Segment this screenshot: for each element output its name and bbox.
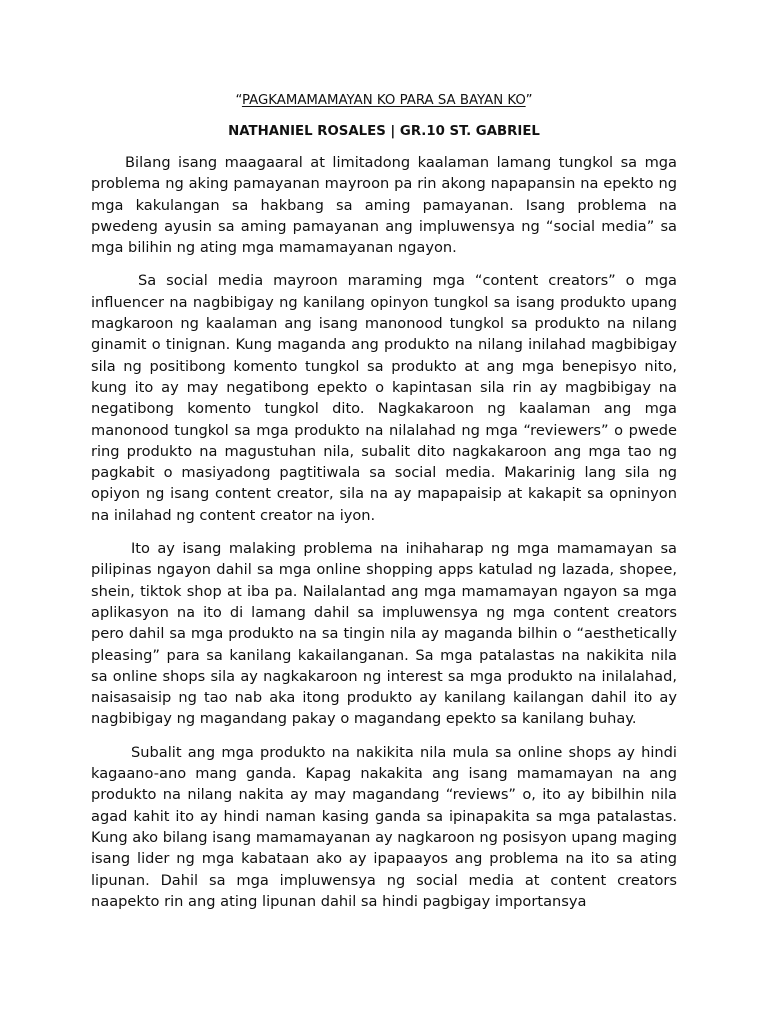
author-line: NATHANIEL ROSALES | GR.10 ST. GABRIEL [228,124,540,139]
title-open-quote: “ [235,93,242,108]
document-page [91,92,677,924]
paragraph-2: Sa social media mayroon maraming mga “content creators” o mga influencer na nagbibigay ng kanilang opinyon tungkol sa isang produkto upang magkaroon ng kaalaman ang isang manonood tungkol sa produkto na nilang ginamit o tinignan. Kung maganda ang produkto na nilang inilahad magbibigay sila ng positibong komento tungkol sa produkto at ang mga benepisyo nito, kung ito ay may negatibong epekto o kapintasan sila rin ay magbibigay na negatibong komento tungkol dito. Nagkakaroon ng kaalaman ang mga manonood tungkol sa mga produkto na nilalahad ng mga “reviewers” o pwede ring produkto na magustuhan nila, subalit dito nagkakaroon ang mga tao ng pagkabit o masiyadong pagtitiwala sa social media. Makarinig lang sila ng opiyon ng isang content creator, sila na ay mapapaisip at kakapit sa opninyon na inilahad ng content creator na iyon. [91,272,677,524]
paragraph-4: Subalit ang mga produkto na nakikita nila mula sa online shops ay hindi kagaano-ano mang ganda. Kapag nakakita ang isang mamamayan na ang produkto na nilang nakita ay may magandang “reviews” o, ito ay bibilhin nila agad kahit ito ay hindi naman kasing ganda sa ipinapakita sa mga patalastas. Kung ako bilang isang mamamayanan ay nagkaroon ng posisyon upang maging isang lider ng mga kabataan ako ay ipapaayos ang problema na ito sa ating lipunan. Dahil sa mga impluwensya ng social media at content creators naapekto rin ang ating lipunan dahil sa hindi pagbigay importansya [91,743,677,910]
paragraph-1: Bilang isang maagaaral at limitadong kaalaman lamang tungkol sa mga problema ng aking pamayanan mayroon pa rin akong napapansin na epekto ng mga kakulangan sa hakbang sa aming pamayanan. Isang problema na pwedeng ayusin sa aming pamayanan ang impluwensya ng “social media” sa mga bilihin ng ating mga mamamayanan ngayon. [91,154,677,257]
paragraph-3: Ito ay isang malaking problema na inihaharap ng mga mamamayan sa pilipinas ngayon dahil sa mga online shopping apps katulad ng lazada, shopee, shein, tiktok shop at iba pa. Nailalantad ang mga mamamayan ngayon sa mga aplikasyon na ito di lamang dahil sa impluwensya ng mga content creators pero dahil sa mga produkto na sa tingin nila ay maganda bilhin o “aesthetically pleasing” para sa kanilang kakailanganan. Sa mga patalastas na nakikita nila sa online shops sila ay nagkakaroon ng interest sa mga produkto na inilalahad, naisasaisip ng tao nab aka itong produkto ay kanilang kailangan dahil ito ay nagbibigay ng magandang pakay o magandang epekto sa kanilang buhay. [91,540,677,728]
document-title [91,92,677,110]
title-close-quote: ” [525,93,533,108]
title-text: PAGKAMAMAMAYAN KO PARA SA BAYAN KO [241,93,526,108]
